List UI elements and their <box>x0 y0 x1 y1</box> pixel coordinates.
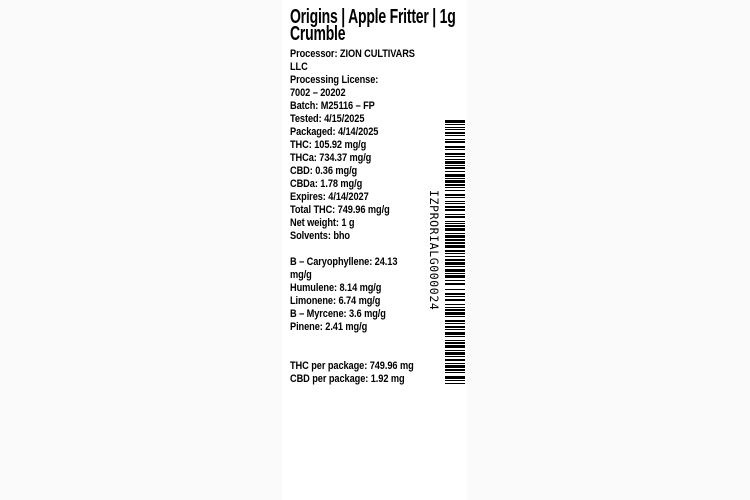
label-line <box>290 347 439 360</box>
barcode-icon <box>445 120 465 385</box>
label-line: THC: 105.92 mg/g <box>290 139 367 151</box>
label-line: 7002 – 20202 <box>290 87 346 99</box>
label-title-line-1: Origins | Apple Fritter | 1g <box>290 6 456 28</box>
label-line: Humulene: 8.14 mg/g <box>290 282 382 294</box>
label-line: mg/g <box>290 269 312 281</box>
label-line: B – Caryophyllene: 24.13 <box>290 256 398 268</box>
label-line: CBD per package: 1.92 mg <box>290 373 405 385</box>
label-title <box>282 0 467 43</box>
label-line: Solvents: bho <box>290 230 351 242</box>
barcode-gap <box>445 384 465 385</box>
label-line: Processor: ZION CULTIVARS <box>290 48 415 60</box>
product-label <box>282 0 467 500</box>
label-line: THC per package: 749.96 mg <box>290 360 414 372</box>
label-line: Total THC: 749.96 mg/g <box>290 204 390 216</box>
label-line: Packaged: 4/14/2025 <box>290 126 379 138</box>
label-line: B – Myrcene: 3.6 mg/g <box>290 308 386 320</box>
barcode-text: IZPRORIALG000024 <box>427 190 441 311</box>
label-line: LLC <box>290 61 308 73</box>
label-line: Pinene: 2.41 mg/g <box>290 321 368 333</box>
label-line <box>290 334 439 347</box>
label-line: Net weight: 1 g <box>290 217 355 229</box>
label-line: THCa: 734.37 mg/g <box>290 152 372 164</box>
label-line: Expires: 4/14/2027 <box>290 191 369 203</box>
label-line: Tested: 4/15/2025 <box>290 113 365 125</box>
label-line: Processing License: <box>290 74 379 86</box>
label-line <box>290 243 439 256</box>
label-line: Batch: M25116 – FP <box>290 100 375 112</box>
label-line: CBD: 0.36 mg/g <box>290 165 358 177</box>
label-line: Limonene: 6.74 mg/g <box>290 295 381 307</box>
label-title-line-2: Crumble <box>290 23 346 45</box>
label-line: CBDa: 1.78 mg/g <box>290 178 363 190</box>
